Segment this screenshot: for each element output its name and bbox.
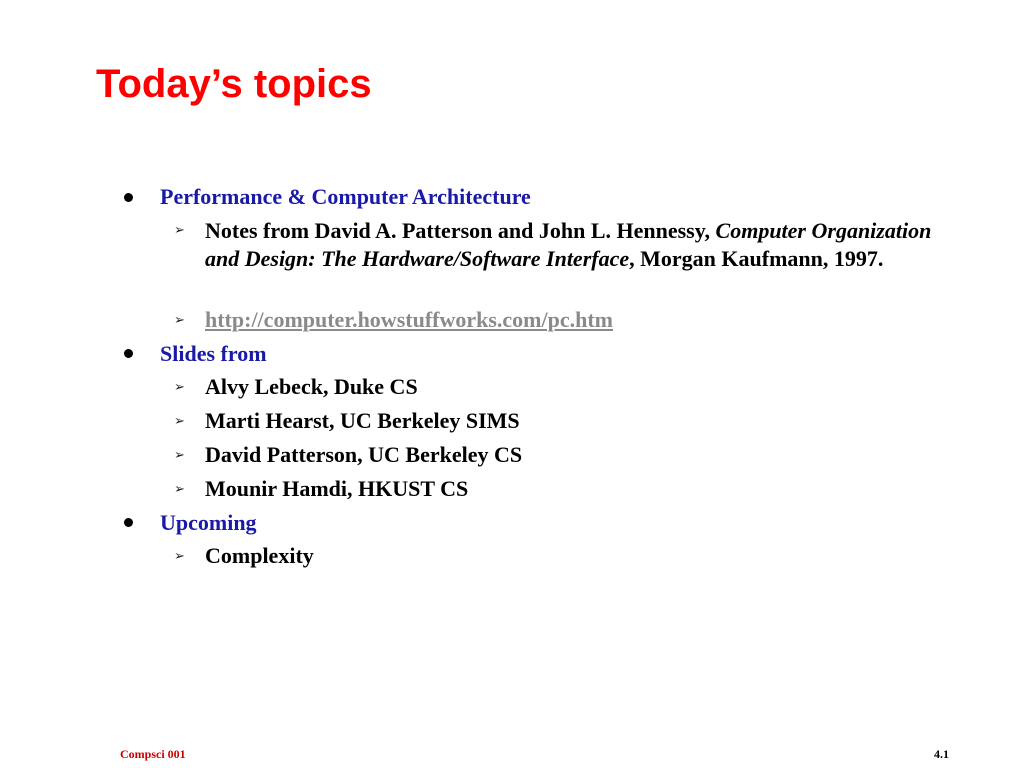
arrow-bullet-icon: ➢: [174, 380, 185, 395]
section-heading-slides-from: Slides from: [160, 341, 267, 366]
arrow-bullet-icon: ➢: [174, 223, 185, 238]
bullet-icon: [124, 349, 133, 358]
notes-publisher: , Morgan Kaufmann, 1997.: [629, 246, 884, 271]
arrow-bullet-icon: ➢: [174, 448, 185, 463]
arrow-bullet-icon: ➢: [174, 549, 185, 564]
bullet-icon: [124, 193, 133, 202]
list-item-link: [205, 306, 965, 334]
arrow-bullet-icon: ➢: [174, 482, 185, 497]
slide-title: Today’s topics: [96, 62, 372, 106]
book-title: Computer Organization and Design: The Hardware/Software Interface: [205, 218, 932, 271]
list-item: David Patterson, UC Berkeley CS: [205, 442, 523, 467]
slide-number: 4.1: [934, 747, 949, 761]
bullet-icon: [124, 518, 133, 527]
list-item: Marti Hearst, UC Berkeley SIMS: [205, 408, 520, 433]
list-item: Complexity: [205, 543, 314, 568]
arrow-bullet-icon: ➢: [174, 313, 185, 328]
howstuffworks-link[interactable]: http://computer.howstuffworks.com/pc.htm: [205, 307, 614, 332]
course-footer: Compsci 001: [120, 747, 186, 761]
list-item: Alvy Lebeck, Duke CS: [205, 374, 418, 399]
section-heading-upcoming: Upcoming: [160, 510, 257, 535]
notes-text: Notes from David A. Patterson and John L. Hennessy,: [205, 218, 716, 243]
arrow-bullet-icon: ➢: [174, 414, 185, 429]
list-item: Mounir Hamdi, HKUST CS: [205, 476, 469, 501]
list-item-notes: [205, 217, 965, 273]
section-heading-performance: Performance & Computer Architecture: [160, 184, 531, 209]
